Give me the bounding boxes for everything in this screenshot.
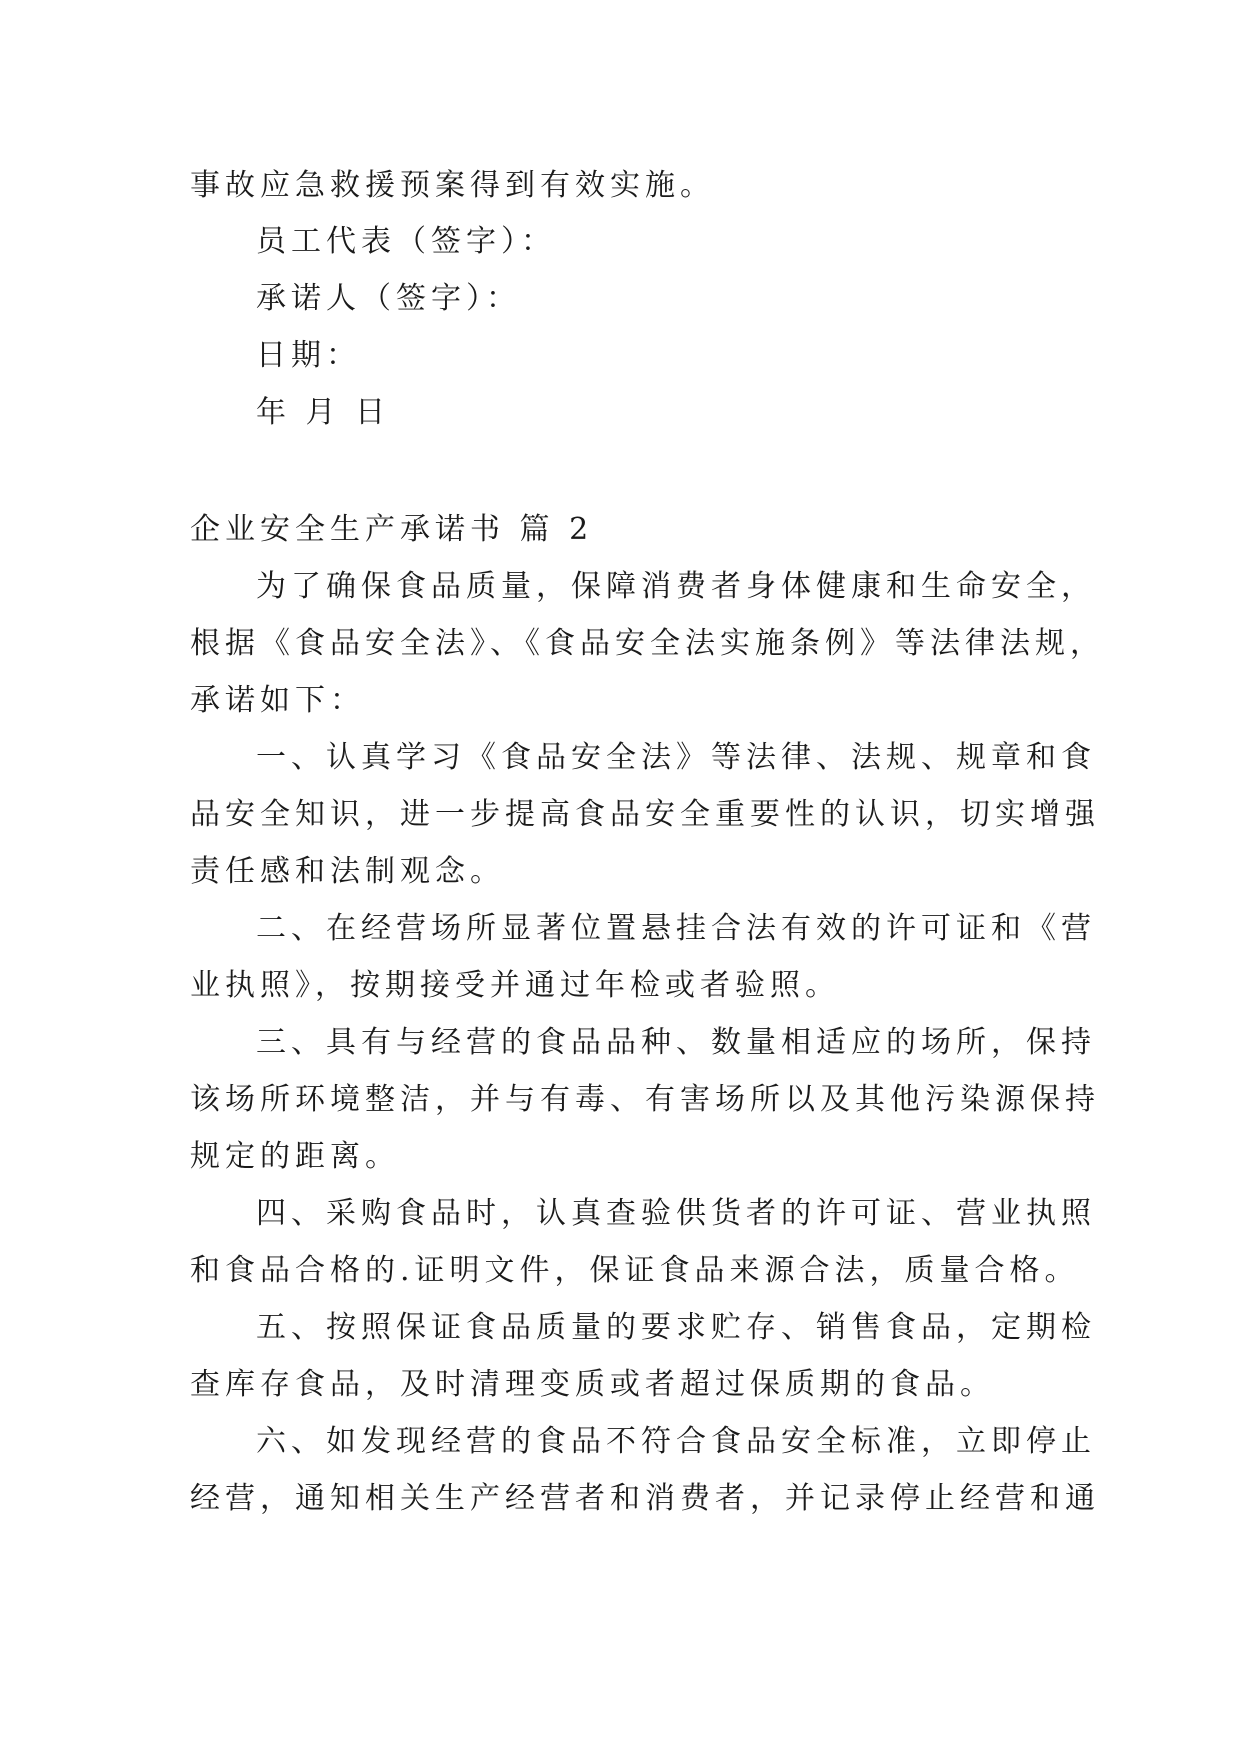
body-line: 四、采购食品时，认真查验供货者的许可证、营业执照 — [256, 1196, 1096, 1231]
body-line: 和食品合格的.证明文件，保证食品来源合法，质量合格。 — [190, 1253, 1080, 1288]
body-line: 五、按照保证食品质量的要求贮存、销售食品，定期检 — [256, 1310, 1096, 1345]
body-line: 该场所环境整洁，并与有毒、有害场所以及其他污染源保持 — [190, 1082, 1100, 1117]
body-line: 品安全知识，进一步提高食品安全重要性的认识，切实增强 — [190, 797, 1100, 832]
employee-rep-signature-label: 员工代表（签字）： — [256, 224, 556, 259]
body-line: 二、在经营场所显著位置悬挂合法有效的许可证和《营 — [256, 911, 1096, 946]
body-line: 根据《食品安全法》、《食品安全法实施条例》等法律法规， — [190, 626, 1105, 661]
body-line: 承诺如下： — [190, 683, 365, 718]
intro-tail-text: 事故应急救援预案得到有效实施。 — [190, 168, 715, 203]
body-line: 业执照》，按期接受并通过年检或者验照。 — [190, 968, 840, 1003]
year-month-day-label: 年 月 日 — [256, 395, 391, 430]
date-label: 日期： — [256, 338, 361, 373]
body-line: 责任感和法制观念。 — [190, 854, 505, 889]
body-line: 一、认真学习《食品安全法》等法律、法规、规章和食 — [256, 740, 1096, 775]
body-line: 经营，通知相关生产经营者和消费者，并记录停止经营和通 — [190, 1481, 1100, 1516]
promisor-signature-label: 承诺人（签字）： — [256, 281, 521, 316]
section-title: 企业安全生产承诺书 篇 2 — [190, 512, 594, 547]
body-line: 为了确保食品质量，保障消费者身体健康和生命安全， — [256, 569, 1096, 604]
body-line: 三、具有与经营的食品品种、数量相适应的场所，保持 — [256, 1025, 1096, 1060]
body-line: 六、如发现经营的食品不符合食品安全标准，立即停止 — [256, 1424, 1096, 1459]
body-line: 规定的距离。 — [190, 1139, 400, 1174]
body-line: 查库存食品，及时清理变质或者超过保质期的食品。 — [190, 1367, 995, 1402]
